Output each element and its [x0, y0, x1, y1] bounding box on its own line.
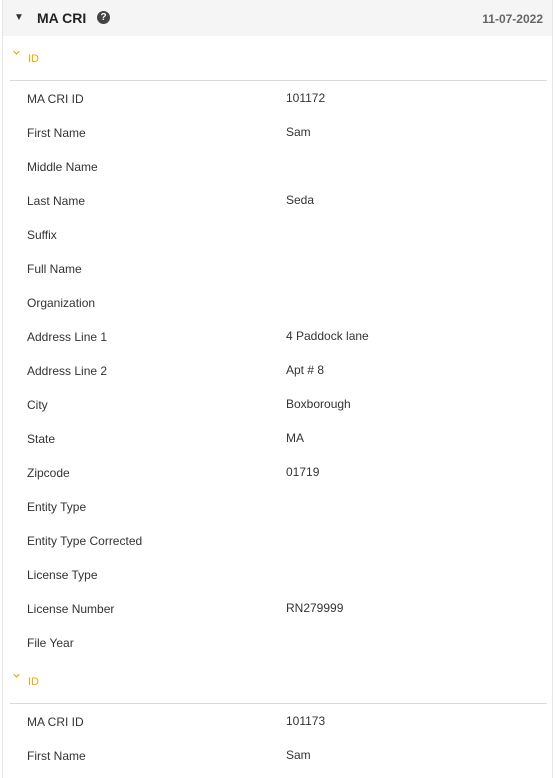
field-row [3, 625, 552, 659]
field-label: First Name [27, 126, 86, 140]
chevron-down-icon[interactable] [13, 672, 20, 679]
id-section-1 [3, 36, 552, 659]
field-label: State [27, 432, 56, 446]
field-row [3, 115, 552, 149]
ma-cri-panel [2, 0, 553, 778]
section-label: ID [28, 53, 39, 65]
record-date: 11-07-2022 [482, 12, 543, 26]
field-label: Zipcode [27, 466, 70, 480]
field-label: Entity Type [27, 500, 87, 514]
field-row [3, 704, 552, 738]
id-section-2 [3, 659, 552, 772]
field-row [3, 557, 552, 591]
field-label: Last Name [27, 194, 86, 208]
field-label: First Name [27, 749, 86, 763]
question-circle-icon[interactable]: ? [97, 11, 110, 24]
section-header[interactable] [10, 36, 547, 81]
field-value: Seda [286, 193, 315, 207]
field-label: City [27, 398, 48, 412]
section-label: ID [28, 676, 39, 688]
field-row [3, 455, 552, 489]
field-label: MA CRI ID [27, 715, 84, 729]
field-label: License Number [27, 602, 115, 616]
field-value: 01719 [286, 465, 320, 479]
panel-title: MA CRI [37, 10, 87, 26]
field-label: Organization [27, 296, 96, 310]
field-row [3, 738, 552, 772]
field-row [3, 149, 552, 183]
field-value: 101173 [286, 714, 326, 728]
panel-header[interactable] [3, 0, 552, 36]
section-header[interactable] [10, 659, 547, 704]
field-label: Middle Name [27, 160, 98, 174]
field-row [3, 353, 552, 387]
field-row [3, 183, 552, 217]
field-label: Address Line 1 [27, 330, 108, 344]
field-row [3, 523, 552, 557]
field-value: Apt # 8 [286, 363, 325, 377]
field-list [3, 81, 552, 659]
field-label: License Type [27, 568, 98, 582]
field-label: Suffix [27, 228, 57, 242]
field-label: Entity Type Corrected [27, 534, 143, 548]
field-value: Boxborough [286, 397, 351, 411]
field-row [3, 319, 552, 353]
field-value: Sam [286, 748, 311, 762]
field-row [3, 387, 552, 421]
field-row [3, 421, 552, 455]
field-value: 101172 [286, 91, 326, 105]
collapse-caret-icon[interactable]: ▼ [14, 12, 24, 23]
field-label: Address Line 2 [27, 364, 108, 378]
field-value: RN279999 [286, 601, 344, 615]
field-row [3, 285, 552, 319]
field-value: MA [286, 431, 304, 445]
field-value: Sam [286, 125, 311, 139]
field-label: MA CRI ID [27, 92, 84, 106]
field-row [3, 251, 552, 285]
field-label: Full Name [27, 262, 82, 276]
field-row [3, 591, 552, 625]
field-row [3, 81, 552, 115]
field-row [3, 217, 552, 251]
field-value: 4 Paddock lane [286, 329, 369, 343]
field-row [3, 489, 552, 523]
chevron-down-icon[interactable] [13, 49, 20, 56]
field-label: File Year [27, 636, 74, 650]
field-list [3, 704, 552, 772]
